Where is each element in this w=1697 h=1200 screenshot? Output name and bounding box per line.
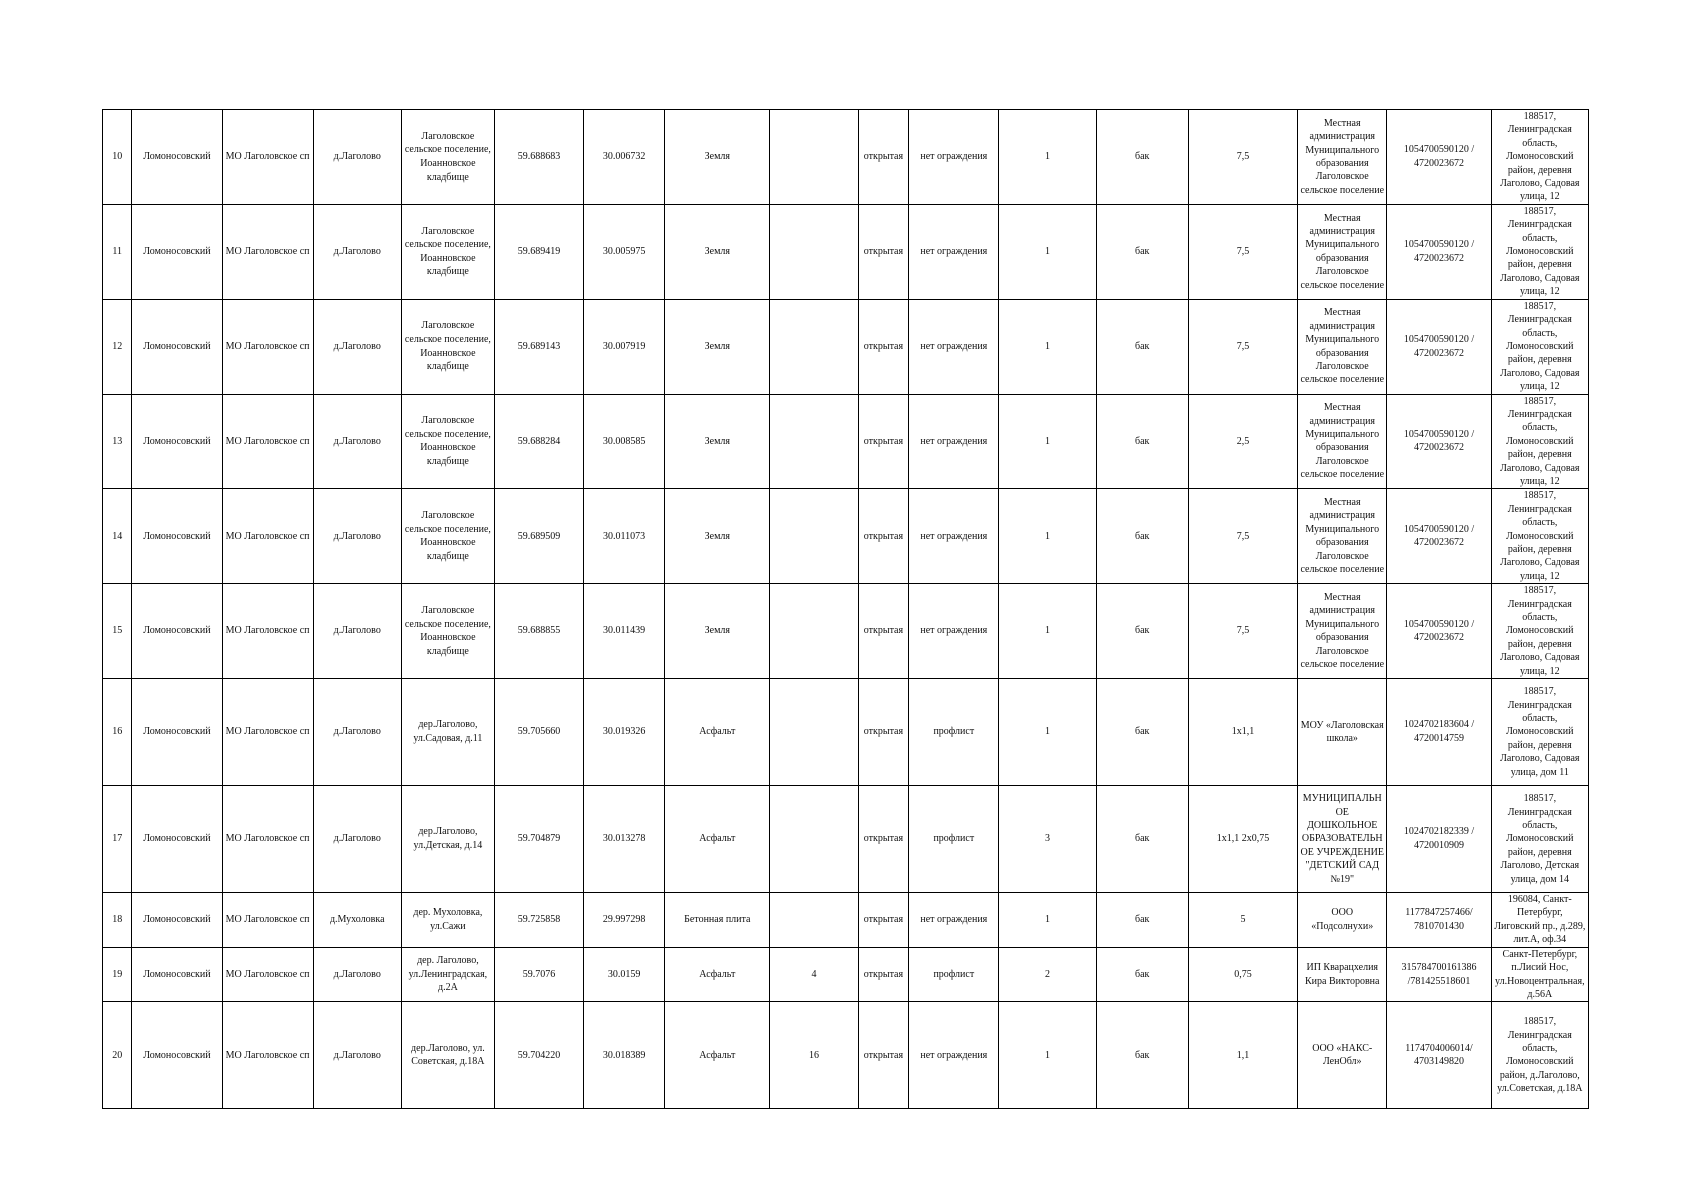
cell-container: бак: [1096, 110, 1188, 205]
cell-num: 14: [103, 489, 132, 584]
cell-num: 20: [103, 1002, 132, 1109]
cell-owner: Местная администрация Муниципального образования Лаголовское сельское поселение: [1298, 489, 1387, 584]
table-row: [103, 299, 1589, 394]
cell-container: бак: [1096, 1002, 1188, 1109]
cell-num: 12: [103, 299, 132, 394]
cell-lon: 30.007919: [584, 299, 665, 394]
cell-count: 1: [999, 204, 1096, 299]
cell-area: [770, 584, 858, 679]
cell-place: дер.Лаголово, ул.Садовая, д.11: [401, 679, 494, 786]
cell-municipality: МО Лаголовское сп: [222, 489, 313, 584]
cell-address: 188517, Ленинградская область, Ломоносовский район, д.Лаголово, ул.Советская, д.18А: [1491, 1002, 1588, 1109]
cell-settlement: д.Лаголово: [313, 947, 401, 1002]
cell-municipality: МО Лаголовское сп: [222, 1002, 313, 1109]
cell-district: Ломоносовский: [132, 786, 222, 893]
cell-owner: Местная администрация Муниципального образования Лаголовское сельское поселение: [1298, 204, 1387, 299]
cell-area: [770, 394, 858, 489]
cell-lat: 59.688284: [494, 394, 583, 489]
table-row: [103, 947, 1589, 1002]
cell-district: Ломоносовский: [132, 394, 222, 489]
cell-municipality: МО Лаголовское сп: [222, 893, 313, 948]
cell-lon: 29.997298: [584, 893, 665, 948]
cell-lat: 59.689143: [494, 299, 583, 394]
cell-fence: нет ограждения: [909, 489, 999, 584]
cell-owner: ИП Кварацхелия Кира Викторовна: [1298, 947, 1387, 1002]
cell-num: 13: [103, 394, 132, 489]
cell-volume: 7,5: [1188, 489, 1297, 584]
cell-fence: нет ограждения: [909, 1002, 999, 1109]
cell-lat: 59.704879: [494, 786, 583, 893]
cell-num: 18: [103, 893, 132, 948]
cell-volume: 5: [1188, 893, 1297, 948]
cell-type: открытая: [858, 110, 909, 205]
cell-volume: 7,5: [1188, 299, 1297, 394]
cell-district: Ломоносовский: [132, 299, 222, 394]
cell-address: 188517, Ленинградская область, Ломоносовский район, деревня Лаголово, Садовая улица, 12: [1491, 394, 1588, 489]
cell-volume: 1х1,1: [1188, 679, 1297, 786]
cell-lat: 59.689509: [494, 489, 583, 584]
cell-lat: 59.688855: [494, 584, 583, 679]
cell-district: Ломоносовский: [132, 1002, 222, 1109]
cell-ogrn-inn: 1174704006014/ 4703149820: [1387, 1002, 1491, 1109]
cell-fence: нет ограждения: [909, 893, 999, 948]
cell-num: 17: [103, 786, 132, 893]
cell-surface: Бетонная плита: [665, 893, 770, 948]
cell-num: 10: [103, 110, 132, 205]
cell-lon: 30.0159: [584, 947, 665, 1002]
cell-fence: профлист: [909, 947, 999, 1002]
cell-address: 188517, Ленинградская область, Ломоносовский район, деревня Лаголово, Садовая улица, 12: [1491, 584, 1588, 679]
cell-ogrn-inn: 1054700590120 / 4720023672: [1387, 299, 1491, 394]
table-row: [103, 679, 1589, 786]
cell-count: 1: [999, 1002, 1096, 1109]
cell-type: открытая: [858, 786, 909, 893]
cell-lon: 30.013278: [584, 786, 665, 893]
cell-place: Лаголовское сельское поселение, Иоанновское кладбище: [401, 394, 494, 489]
cell-num: 16: [103, 679, 132, 786]
cell-address: 188517, Ленинградская область, Ломоносовский район, деревня Лаголово, Садовая улица, 12: [1491, 110, 1588, 205]
cell-owner: МУНИЦИПАЛЬНОЕ ДОШКОЛЬНОЕ ОБРАЗОВАТЕЛЬНОЕ УЧРЕЖДЕНИЕ "ДЕТСКИЙ САД №19": [1298, 786, 1387, 893]
cell-volume: 0,75: [1188, 947, 1297, 1002]
cell-ogrn-inn: 1054700590120 / 4720023672: [1387, 204, 1491, 299]
cell-lat: 59.688683: [494, 110, 583, 205]
cell-lon: 30.018389: [584, 1002, 665, 1109]
cell-lon: 30.008585: [584, 394, 665, 489]
cell-district: Ломоносовский: [132, 947, 222, 1002]
cell-settlement: д.Лаголово: [313, 489, 401, 584]
cell-municipality: МО Лаголовское сп: [222, 204, 313, 299]
cell-settlement: д.Мухоловка: [313, 893, 401, 948]
cell-volume: 1,1: [1188, 1002, 1297, 1109]
cell-surface: Земля: [665, 394, 770, 489]
cell-type: открытая: [858, 204, 909, 299]
cell-container: бак: [1096, 299, 1188, 394]
cell-lat: 59.689419: [494, 204, 583, 299]
cell-surface: Земля: [665, 110, 770, 205]
cell-municipality: МО Лаголовское сп: [222, 786, 313, 893]
sites-table: [102, 109, 1589, 1109]
cell-area: [770, 489, 858, 584]
table-row: [103, 204, 1589, 299]
cell-surface: Асфальт: [665, 786, 770, 893]
cell-area: [770, 204, 858, 299]
cell-count: 1: [999, 394, 1096, 489]
cell-ogrn-inn: 1054700590120 / 4720023672: [1387, 489, 1491, 584]
cell-place: Лаголовское сельское поселение, Иоанновское кладбище: [401, 489, 494, 584]
cell-address: 188517, Ленинградская область, Ломоносовский район, деревня Лаголово, Детская улица, дом 14: [1491, 786, 1588, 893]
cell-count: 1: [999, 299, 1096, 394]
cell-address: 188517, Ленинградская область, Ломоносовский район, деревня Лаголово, Садовая улица, 12: [1491, 489, 1588, 584]
table-row: [103, 489, 1589, 584]
cell-count: 1: [999, 893, 1096, 948]
cell-volume: 7,5: [1188, 110, 1297, 205]
cell-district: Ломоносовский: [132, 893, 222, 948]
cell-place: дер.Лаголово, ул.Детская, д.14: [401, 786, 494, 893]
cell-surface: Земля: [665, 299, 770, 394]
table-row: [103, 584, 1589, 679]
cell-place: дер.Лаголово, ул. Советская, д.18А: [401, 1002, 494, 1109]
cell-num: 19: [103, 947, 132, 1002]
cell-surface: Асфальт: [665, 947, 770, 1002]
cell-lat: 59.705660: [494, 679, 583, 786]
cell-type: открытая: [858, 893, 909, 948]
cell-fence: нет ограждения: [909, 110, 999, 205]
cell-ogrn-inn: 1177847257466/ 7810701430: [1387, 893, 1491, 948]
cell-district: Ломоносовский: [132, 110, 222, 205]
cell-volume: 7,5: [1188, 204, 1297, 299]
cell-type: открытая: [858, 679, 909, 786]
cell-settlement: д.Лаголово: [313, 786, 401, 893]
cell-fence: нет ограждения: [909, 584, 999, 679]
cell-lat: 59.704220: [494, 1002, 583, 1109]
cell-container: бак: [1096, 204, 1188, 299]
cell-container: бак: [1096, 489, 1188, 584]
cell-settlement: д.Лаголово: [313, 584, 401, 679]
cell-settlement: д.Лаголово: [313, 394, 401, 489]
cell-area: [770, 786, 858, 893]
cell-lon: 30.005975: [584, 204, 665, 299]
cell-address: 188517, Ленинградская область, Ломоносовский район, деревня Лаголово, Садовая улица, 12: [1491, 299, 1588, 394]
cell-surface: Земля: [665, 584, 770, 679]
cell-area: [770, 679, 858, 786]
cell-municipality: МО Лаголовское сп: [222, 110, 313, 205]
cell-count: 1: [999, 584, 1096, 679]
cell-ogrn-inn: 1054700590120 / 4720023672: [1387, 110, 1491, 205]
cell-fence: нет ограждения: [909, 299, 999, 394]
cell-owner: Местная администрация Муниципального образования Лаголовское сельское поселение: [1298, 299, 1387, 394]
cell-fence: профлист: [909, 786, 999, 893]
cell-district: Ломоносовский: [132, 489, 222, 584]
cell-settlement: д.Лаголово: [313, 679, 401, 786]
table-row: [103, 893, 1589, 948]
cell-count: 1: [999, 489, 1096, 584]
cell-place: дер. Мухоловка, ул.Сажи: [401, 893, 494, 948]
cell-fence: нет ограждения: [909, 394, 999, 489]
cell-owner: ООО «Подсолнухи»: [1298, 893, 1387, 948]
cell-place: Лаголовское сельское поселение, Иоанновское кладбище: [401, 299, 494, 394]
cell-municipality: МО Лаголовское сп: [222, 299, 313, 394]
cell-municipality: МО Лаголовское сп: [222, 394, 313, 489]
cell-place: Лаголовское сельское поселение, Иоанновское кладбище: [401, 584, 494, 679]
cell-owner: ООО «НАКС-ЛенОбл»: [1298, 1002, 1387, 1109]
cell-ogrn-inn: 1024702182339 / 4720010909: [1387, 786, 1491, 893]
cell-place: Лаголовское сельское поселение, Иоанновское кладбище: [401, 204, 494, 299]
cell-settlement: д.Лаголово: [313, 110, 401, 205]
cell-type: открытая: [858, 299, 909, 394]
cell-lon: 30.006732: [584, 110, 665, 205]
cell-volume: 7,5: [1188, 584, 1297, 679]
table-row: [103, 394, 1589, 489]
cell-place: дер. Лаголово, ул.Ленинградская, д.2А: [401, 947, 494, 1002]
cell-lon: 30.011439: [584, 584, 665, 679]
cell-lon: 30.011073: [584, 489, 665, 584]
cell-lat: 59.725858: [494, 893, 583, 948]
cell-lon: 30.019326: [584, 679, 665, 786]
cell-volume: 2,5: [1188, 394, 1297, 489]
cell-type: открытая: [858, 584, 909, 679]
cell-area: [770, 299, 858, 394]
cell-container: бак: [1096, 394, 1188, 489]
cell-area: 16: [770, 1002, 858, 1109]
cell-settlement: д.Лаголово: [313, 299, 401, 394]
cell-settlement: д.Лаголово: [313, 1002, 401, 1109]
cell-address: Санкт-Петербург, п.Лисий Нос, ул.Новоцентральная, д.56А: [1491, 947, 1588, 1002]
cell-district: Ломоносовский: [132, 204, 222, 299]
cell-address: 188517, Ленинградская область, Ломоносовский район, деревня Лаголово, Садовая улица, дом 11: [1491, 679, 1588, 786]
cell-municipality: МО Лаголовское сп: [222, 947, 313, 1002]
cell-num: 11: [103, 204, 132, 299]
cell-fence: профлист: [909, 679, 999, 786]
cell-surface: Асфальт: [665, 679, 770, 786]
table-row: [103, 786, 1589, 893]
cell-ogrn-inn: 1054700590120 / 4720023672: [1387, 584, 1491, 679]
cell-container: бак: [1096, 786, 1188, 893]
cell-ogrn-inn: 1024702183604 / 4720014759: [1387, 679, 1491, 786]
cell-area: 4: [770, 947, 858, 1002]
cell-owner: Местная администрация Муниципального образования Лаголовское сельское поселение: [1298, 110, 1387, 205]
cell-lat: 59.7076: [494, 947, 583, 1002]
cell-municipality: МО Лаголовское сп: [222, 679, 313, 786]
cell-surface: Земля: [665, 489, 770, 584]
cell-owner: Местная администрация Муниципального образования Лаголовское сельское поселение: [1298, 584, 1387, 679]
cell-count: 1: [999, 110, 1096, 205]
cell-num: 15: [103, 584, 132, 679]
cell-ogrn-inn: 1054700590120 / 4720023672: [1387, 394, 1491, 489]
cell-volume: 1х1,1 2х0,75: [1188, 786, 1297, 893]
cell-ogrn-inn: 315784700161386 /781425518601: [1387, 947, 1491, 1002]
cell-type: открытая: [858, 947, 909, 1002]
cell-municipality: МО Лаголовское сп: [222, 584, 313, 679]
cell-place: Лаголовское сельское поселение, Иоанновское кладбище: [401, 110, 494, 205]
cell-fence: нет ограждения: [909, 204, 999, 299]
cell-count: 3: [999, 786, 1096, 893]
cell-owner: МОУ «Лаголовская школа»: [1298, 679, 1387, 786]
cell-district: Ломоносовский: [132, 679, 222, 786]
cell-container: бак: [1096, 679, 1188, 786]
cell-count: 2: [999, 947, 1096, 1002]
cell-settlement: д.Лаголово: [313, 204, 401, 299]
cell-container: бак: [1096, 947, 1188, 1002]
cell-type: открытая: [858, 489, 909, 584]
cell-area: [770, 110, 858, 205]
cell-surface: Асфальт: [665, 1002, 770, 1109]
cell-type: открытая: [858, 1002, 909, 1109]
cell-address: 188517, Ленинградская область, Ломоносовский район, деревня Лаголово, Садовая улица, 12: [1491, 204, 1588, 299]
cell-owner: Местная администрация Муниципального образования Лаголовское сельское поселение: [1298, 394, 1387, 489]
table-row: [103, 1002, 1589, 1109]
cell-area: [770, 893, 858, 948]
cell-container: бак: [1096, 893, 1188, 948]
table-row: [103, 110, 1589, 205]
cell-address: 196084, Санкт-Петербург, Лиговский пр., д.289, лит.А, оф.34: [1491, 893, 1588, 948]
cell-container: бак: [1096, 584, 1188, 679]
cell-district: Ломоносовский: [132, 584, 222, 679]
cell-count: 1: [999, 679, 1096, 786]
cell-surface: Земля: [665, 204, 770, 299]
cell-type: открытая: [858, 394, 909, 489]
